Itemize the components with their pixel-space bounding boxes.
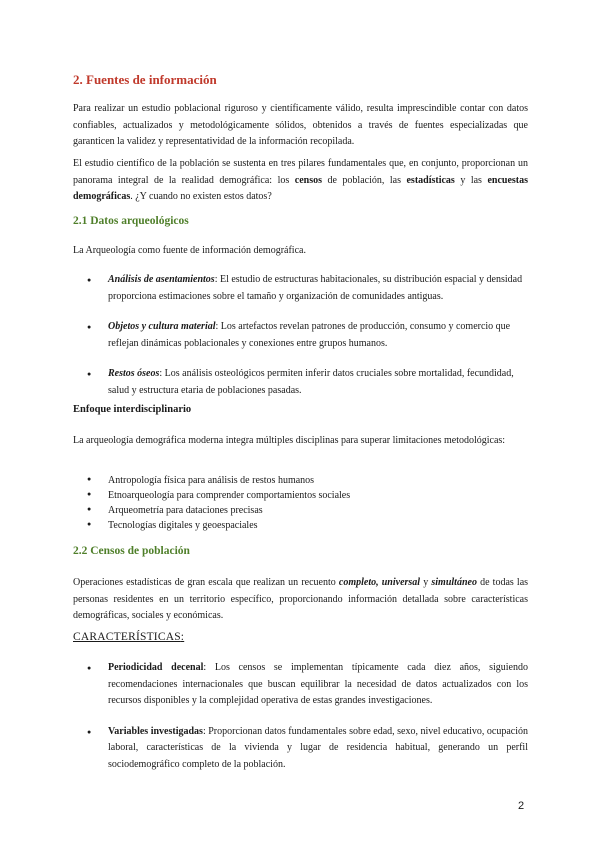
list-item: ● Etnoarqueología para comprender comportamientos sociales xyxy=(73,488,528,503)
interdisciplinary-heading: Enfoque interdisciplinario xyxy=(73,404,192,415)
list-item: ● Restos óseos: Los análisis osteológicos permiten inferir datos cruciales sobre mortalidad, fecundidad, salud y estructura etaria de poblaciones pasadas. xyxy=(73,366,528,399)
archaeology-heading: 2.1 Datos arqueológicos xyxy=(73,215,189,227)
census-characteristics-list xyxy=(73,660,528,787)
archaeology-intro: La Arqueología como fuente de información demográfica. xyxy=(73,245,306,256)
list-item: ● Análisis de asentamientos: El estudio de estructuras habitacionales, su distribución espacial y densidad proporciona estimaciones sobre el tamaño y organización de comunidades antiguas. xyxy=(73,272,528,305)
list-item: ● Periodicidad decenal: Los censos se implementan típicamente cada diez años, siguiendo recomendaciones internacionales que buscan equilibrar la necesidad de datos actualizados con los recursos disponibles y la complejidad operativa de estas grandes investigaciones. xyxy=(73,660,528,710)
census-heading: 2.2 Censos de población xyxy=(73,545,190,557)
list-item: ● Objetos y cultura material: Los artefactos revelan patrones de producción, consumo y comercio que reflejan dinámicas poblacionales y conexiones entre grupos humanos. xyxy=(73,319,528,352)
archaeology-list xyxy=(73,272,528,413)
page-number: 2 xyxy=(518,800,525,812)
list-item: ● Arqueometría para dataciones precisas xyxy=(73,503,528,518)
list-item: ● Variables investigadas: Proporcionan datos fundamentales sobre edad, sexo, nivel educativo, ocupación laboral, características de la vivienda y lugar de residencia habitual, generando un perfil sociodemográfico completo de la población. xyxy=(73,724,528,774)
list-item: ● Antropología física para análisis de restos humanos xyxy=(73,473,528,488)
census-text: Operaciones estadísticas de gran escala que realizan un recuento completo, universal y simultáneo de todas las personas residentes en un territorio específico, proporcionando información detallada sobre características demográficas, sociales y económicas. xyxy=(73,577,529,621)
intro-paragraph-1: Para realizar un estudio poblacional riguroso y científicamente válido, resulta imprescindible contar con datos confiables, actualizados y metodológicamente sólidos, obtenidos a través de fuentes especializadas que garanticen la validez y representatividad de la información recopilada. xyxy=(73,103,528,147)
intro-paragraph-2: El estudio científico de la población se sustenta en tres pilares fundamentales que, en conjunto, proporcionan un panorama integral de la realidad demográfica: los censos de población, las estadísticas y las encuestas demográficas. ¿Y cuando no existen estos datos? xyxy=(73,158,529,202)
list-item: ● Tecnologías digitales y geoespaciales xyxy=(73,518,528,533)
section-title: 2. Fuentes de información xyxy=(73,72,217,87)
interdisciplinary-text: La arqueología demográfica moderna integra múltiples disciplinas para superar limitaciones metodológicas: xyxy=(73,435,506,446)
interdisciplinary-list xyxy=(73,473,528,533)
characteristics-label: CARACTERÍSTICAS: xyxy=(73,631,185,643)
